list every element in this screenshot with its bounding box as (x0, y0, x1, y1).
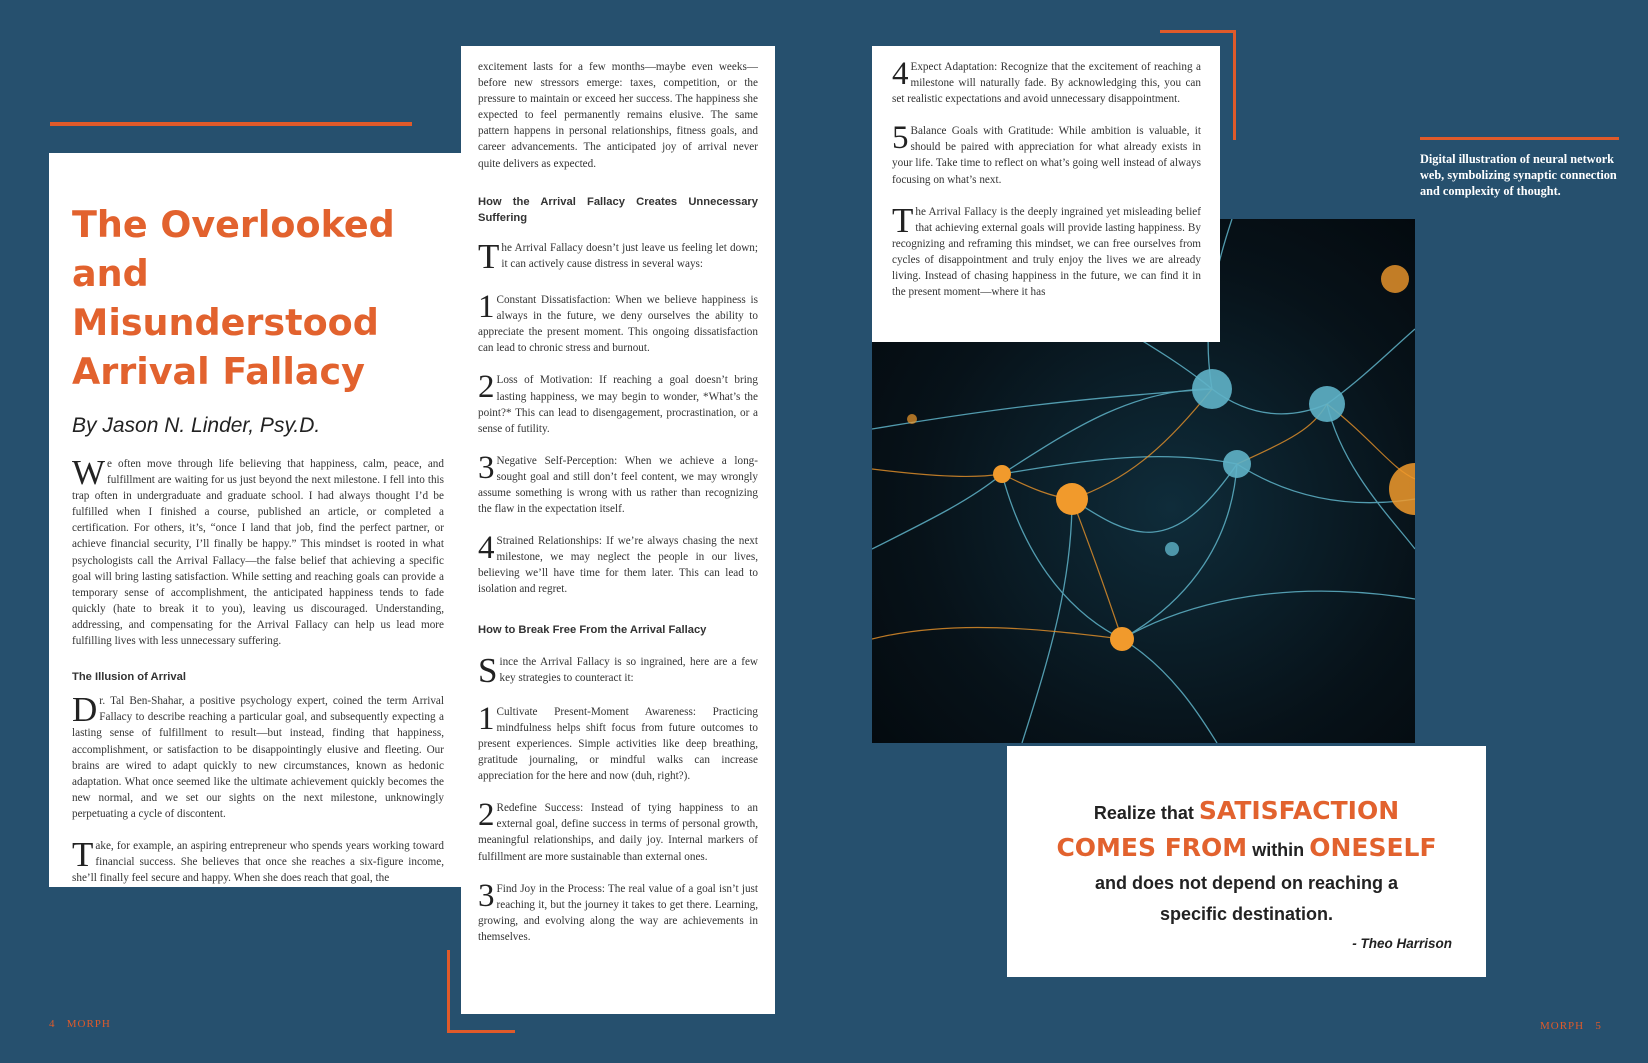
item-text: Strained Relationships: If we’re always chasing the next milestone, we may neglect the people in our lives, believing we’ll have time for them later. This can lead to isolation and regret. (478, 535, 758, 596)
right-column-panel (872, 46, 1220, 342)
conclusion-text: he Arrival Fallacy is the deeply ingrained yet misleading belief that achieving external goals will provide lasting happiness. By recognizing and reframing this mindset, we can free ourselves from cycles of disappointment and truly enjoy the lives we are already living. Instead of chasing happiness in the future, we can find it in the present moment—where it has (892, 205, 1201, 299)
item-number: 4 (478, 530, 495, 567)
item-text: Cultivate Present-Moment Awareness: Practicing mindfulness helps shift focus from future outcomes to present experiences. Simple activities like deep breathing, gratitude journaling, or mindful walks can increase appreciation for the here and now (duh, right?). (478, 705, 758, 783)
dropcap: W (72, 453, 106, 492)
illusion-text-2: ake, for example, an aspiring entrepreneur who spends years working toward financial success. She believes that once she reaches a six-figure income, she’ll finally feel secure and happy. When she does reach that goal, the (72, 839, 444, 885)
list-item (892, 120, 1201, 187)
break-intro (478, 650, 758, 690)
list-item (478, 797, 758, 864)
item-text: Loss of Motivation: If reaching a goal doesn’t bring lasting happiness, we may begin to wonder, *What’s the point?* This can lead to disengagement, procrastination, or a sense of futility. (478, 374, 758, 435)
item-number: 3 (478, 449, 495, 486)
illusion-text-1: r. Tal Ben-Shahar, a positive psychology expert, coined the term Arrival Fallacy to describe reaching a particular goal, and subsequently expecting a lasting sense of fulfillment to result—but instead, finding that happiness, accomplishment, or satisfaction to be disappointingly elusive and fleeting. Our brains are wired to adapt quickly to new circumstances, known as hedonic adaptation. What once seemed like the ultimate achievement quickly becomes the new normal, and we set our sights on the next milestone, unknowingly perpetuating a cycle of discontent. (72, 695, 444, 820)
left-page-folio: 4 MORPH (49, 1018, 111, 1030)
heading-suffering: How the Arrival Fallacy Creates Unnecessary Suffering (478, 195, 758, 224)
quote-text: Realize that (1093, 803, 1199, 823)
title-line-2: Misunderstood (72, 301, 379, 344)
quote-attribution: - Theo Harrison (1352, 936, 1452, 951)
item-text: Balance Goals with Gratitude: While ambition is valuable, it should be paired with appreciation for what already exists in your life. Take time to reflect on what’s going well instead of always focusing on what’s next. (892, 125, 1201, 186)
image-caption: Digital illustration of neural network web, symbolizing synaptic connection and complexity of thought. (1420, 152, 1617, 198)
intro-paragraph (72, 453, 444, 649)
left-article-panel (49, 153, 467, 887)
intro-text: e often move through life believing that happiness, calm, peace, and fulfillment are waiting for us just beyond the next milestone. I fell into this trap often in undergraduate and graduate school. I had always thought I’d be fulfilled when I finished a course, published an article, or completed a certification. For others, it’s, “once I land that job, find the perfect partner, or achieve financial security, I’ll finally be happy.” This mindset is rooted in what psychologists call the Arrival Fallacy—the false belief that achieving a specific goal will bring lasting satisfaction. While setting and reaching goals can provide a temporary sense of accomplishment, the anticipated happiness tends to fade quickly (hate to break it to you), leaving us discouraged. Understanding, addressing, and compensating for the Arrival Fallacy can help us lead more fulfilling lives with less unnecessary suffering. (72, 458, 444, 648)
item-text: Redefine Success: Instead of tying happiness to an external goal, define success in terms of personal growth, meaningful relationships, and daily joy. Internal markers of fulfillment are more sustainable than external ones. (478, 802, 758, 863)
illusion-paragraph-2 (72, 834, 444, 886)
quote-line-2 (1007, 830, 1486, 868)
pull-quote-box (1007, 746, 1486, 977)
list-item (478, 700, 758, 784)
illusion-paragraph-1 (72, 690, 444, 822)
quote-line-3: and does not depend on reaching a (1094, 873, 1399, 893)
list-item (478, 289, 758, 356)
quote-line-4: specific destination. (1159, 904, 1334, 924)
quote-highlight: COMES FROM (1056, 833, 1248, 862)
title-line-3: Arrival Fallacy (72, 350, 365, 393)
suffering-intro-text: he Arrival Fallacy doesn’t just leave us feeling let down; it can actively cause distress in several ways: (501, 241, 758, 270)
item-number: 1 (478, 700, 495, 737)
left-body (72, 453, 444, 886)
item-text: Expect Adaptation: Recognize that the excitement of reaching a milestone will naturally fade. By acknowledging this, you can set realistic expectations and avoid unnecessary disappointment. (892, 61, 1201, 106)
item-number: 4 (892, 56, 909, 92)
byline: By Jason N. Linder, Psy.D. (72, 414, 321, 437)
dropcap: D (72, 690, 98, 730)
item-text: Constant Dissatisfaction: When we believe happiness is always in the future, we deny ourselves the ability to appreciate the present moment. This ongoing dissatisfaction can lead to chronic stress and burnout. (478, 294, 758, 355)
suffering-intro (478, 236, 758, 276)
caption-rule (1420, 137, 1619, 140)
heading-break-free: How to Break Free From the Arrival Fallacy (478, 623, 707, 636)
continued-paragraph: excitement lasts for a few months—maybe even weeks—before new stressors emerge: taxes, competition, or the pressure to maintain or exceed her success. The happiness she expected to feel permanently remains elusive. The same pattern happens in personal relationships, fitness goals, and career advancements. The anticipated joy of arrival never quite delivers as expected. (478, 61, 758, 170)
right-page-folio: MORPH 5 (1540, 1020, 1602, 1032)
dropcap: S (478, 650, 498, 690)
heading-illusion: The Illusion of Arrival (72, 671, 186, 684)
quote-highlight: SATISFACTION (1198, 796, 1400, 825)
list-item (478, 369, 758, 436)
item-text: Find Joy in the Process: The real value of a goal isn’t just reaching it, but the journey it takes to get there. Learning, growing, and evolving along the way are achievements in themselves. (478, 882, 758, 943)
list-item (478, 877, 758, 945)
conclusion-paragraph (892, 200, 1201, 301)
quote-highlight: ONESELF (1309, 833, 1437, 862)
list-item (478, 530, 758, 597)
quote-text: within (1247, 840, 1310, 860)
title-line-1: The Overlooked and (72, 203, 395, 295)
item-number: 3 (478, 877, 495, 914)
dropcap: T (478, 236, 500, 276)
list-item (478, 449, 758, 517)
dropcap: T (72, 834, 94, 874)
item-number: 5 (892, 120, 909, 157)
item-number: 2 (478, 369, 495, 406)
break-intro-text: ince the Arrival Fallacy is so ingrained, here are a few key strategies to counteract it: (499, 655, 758, 684)
middle-column-panel (461, 46, 775, 1014)
dropcap: T (892, 200, 914, 240)
item-text: Negative Self-Perception: When we achieve a long-sought goal and still don’t feel content, we may wrongly assume something is wrong with us rather than recognizing the flaw in the expectation itself. (478, 454, 758, 516)
left-top-rule (50, 122, 412, 126)
article-title (72, 200, 467, 396)
pull-quote (1007, 794, 1486, 930)
item-number: 2 (478, 797, 495, 834)
quote-line-1 (1007, 794, 1486, 830)
list-item (892, 56, 1201, 107)
item-number: 1 (478, 289, 495, 326)
